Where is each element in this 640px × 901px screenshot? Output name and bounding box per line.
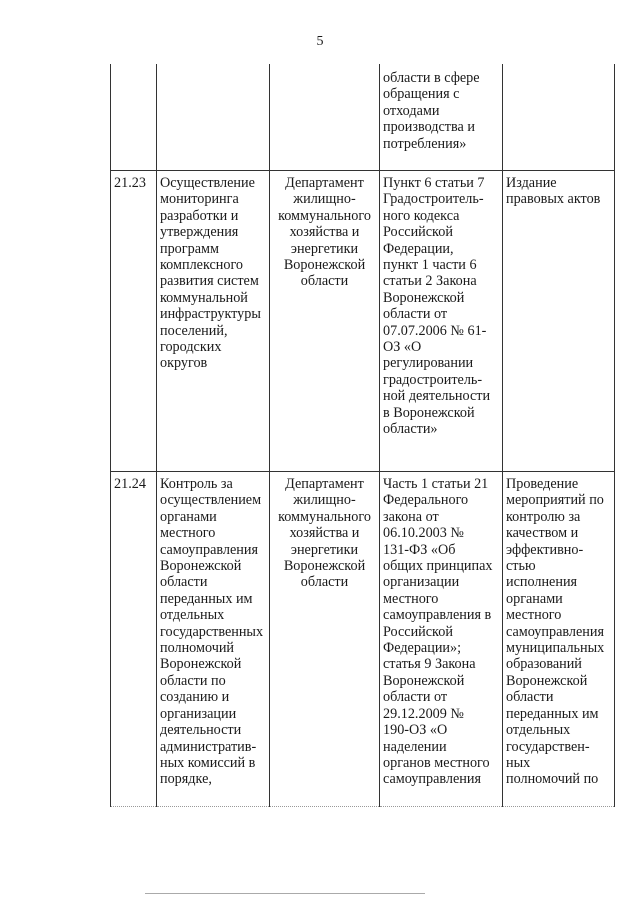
cell-number: 21.24 [111,472,157,807]
cell-description: Осуществление мониторинга разработки и утверждения программ комплексного развития систем коммунальной инфраструктуры поселений, городских округов [157,171,270,472]
cell-department: Департамент жилищно- коммунального хозяйства и энергетики Воронежской области [270,171,380,472]
cell-legal-basis: Пункт 6 статьи 7 Градостроитель- ного кодекса Российской Федерации, пункт 1 части 6 статьи 2 Закона Воронежской области от 07.07.2006 № 61- ОЗ «О регулировании градостроитель- ной деятельности в Воронежской области» [380,171,503,472]
table-row [111,64,615,171]
cell-legal-basis: области в сфере обращения с отходами производства и потребления» [380,64,503,171]
cell-form: Издание правовых актов [503,171,615,472]
footer-divider [145,893,425,894]
page-number: 5 [316,34,324,49]
cell-description [157,64,270,171]
cell-description: Контроль за осуществлением органами местного самоуправления Воронежской области переданных им отдельных государственных полномочий Воронежской области по созданию и организации деятельности административ- ных комиссий в порядке, [157,472,270,807]
cell-legal-basis: Часть 1 статьи 21 Федерального закона от 06.10.2003 № 131-ФЗ «Об общих принципах организации местного самоуправления в Российской Федерации»; статья 9 Закона Воронежской области от 29.12.2009 № 190-ОЗ «О наделении органов местного самоуправления [380,472,503,807]
cell-form [503,64,615,171]
cell-department: Департамент жилищно- коммунального хозяйства и энергетики Воронежской области [270,472,380,807]
cell-number [111,64,157,171]
document-table [110,64,615,807]
cell-form: Проведение мероприятий по контролю за качеством и эффективно- стью исполнения органами местного самоуправления муниципальных образований Воронежской области переданных им отдельных государствен- ных полномочий по [503,472,615,807]
table-row [111,472,615,807]
cell-number: 21.23 [111,171,157,472]
table-row [111,171,615,472]
cell-department [270,64,380,171]
